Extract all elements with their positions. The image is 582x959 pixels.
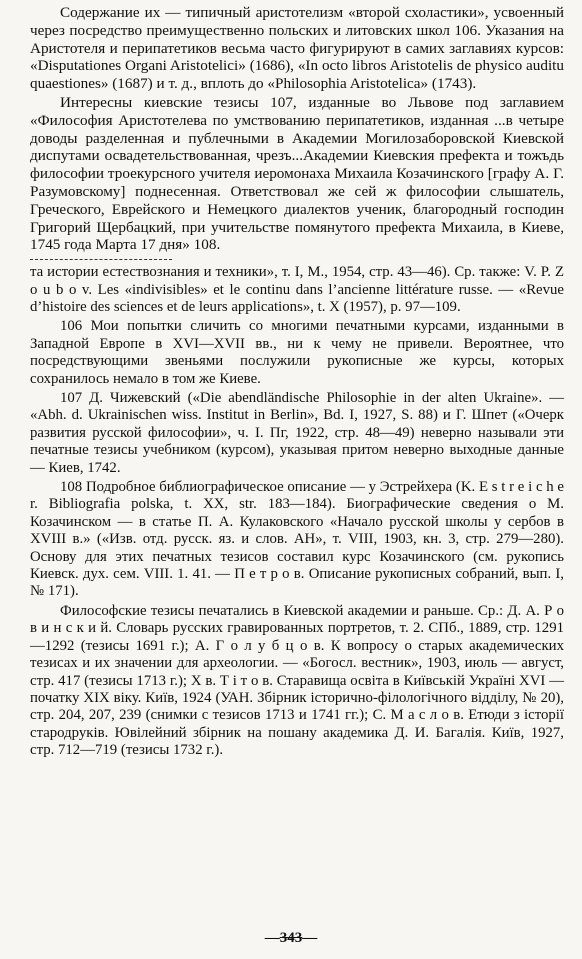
footnote-separator: [30, 259, 172, 260]
footnote-106: 106 Мои попытки сличить со многими печатными курсами, изданными в Западной Европе в XVI—XVII вв., ни к чему не привели. Вероятнее, что посредствующими звеньями послужили рукописные же курсы, которых сохранилось немало в том же Киеве.: [30, 318, 564, 387]
footnote-108: 108 Подробное библиографическое описание — у Эстрейхера (K. E s t r e i c h e r. Bibliografia polska, t. XX, str. 183—184). Биографические сведения о М. Козачинском — в статье П. А. Кулаковского «Начало русской школы у сербов в XVIII в.» («Изв. отд. русск. яз. и слов. АН», т. VIII, 1903, кн. 3, стр. 279—280). Основу для этих печатных тезисов составил курс Козачинского (см. рукопись Киевск. дух. сем. VIII. 1. 41. — П е т р о в. Описание рукописных собраний, вып. I, № 171).: [30, 479, 564, 600]
footnote-continuation: та истории естествознания и техники», т. I, М., 1954, стр. 43—46). Ср. также: V. P. Z o u b o v. Les «indivisibles» et le continu dans l’ancienne littérature russe. — «Revue d’histoire des sciences et de leurs applications», t. X (1957), p. 97—109.: [30, 264, 564, 315]
footnote-108-continued: Философские тезисы печатались в Киевской академии и раньше. Ср.: Д. А. Р о в и н с к и й. Словарь русских гравированных портретов, т. 2. СПб., 1889, стр. 1291—1292 (тезисы 1691 г.); А. Г о л у б ц о в. К вопросу о старых академических тезисах и их значении для археологии. — «Богосл. вестник», 1903, июль — август, стр. 417 (тезисы 1713 г.); Х в. Т і т о в. Старавища освіта в Київській Україні XVI — початку XIX віку. Київ, 1924 (УАН. Збірник історично-філологічного відділу, № 20), стр. 204, 207, 239 (снимки с тезисов 1713 и 1741 гг.); С. М а с л о в. Етюди з історії стародруків. Ювілейний збірник на пошану академика Д. И. Багалія. Київ, 1927, стр. 712—719 (тезисы 1732 г.).: [30, 602, 564, 759]
main-paragraph-2: Интересны киевские тезисы 107, изданные во Львове под заглавием «Философия Аристотелева по умствованию перипатетиков, изданная ...в четыре доводы разделенная и публечными в Академии Могилозаборовской Киевской диспутами освадетельствованная, чрезъ...Академии Киевския префекта и тожъдь философии троекурсного учителя иеромонаха Михаила Козачинского [графу А. Г. Разумовскому] поднесенная. Ответствовал же сей ж философии слышатель, Греческого, Еврейского и Немецкого диалектов ученик, благородный господин Григорий Щербацкий, при учительстве помянутого префекта Михаила, в Киеве, 1745 года Марта 17 дня» 108.: [30, 93, 564, 254]
page-number: —343—: [264, 930, 318, 946]
footnote-107: 107 Д. Чижевский («Die abendländische Philosophie in der alten Ukraine». — «Abh. d. Ukrainischen wiss. Institut in Berlin», Bd. I, 1927, S. 88) и Г. Шпет («Очерк развития русской философии», ч. I. Пг, 1922, стр. 48—49) неверно называли эти печатные тезисы учебником (курсом), указывая притом неверно выходные данные — Киев, 1742.: [30, 390, 564, 476]
main-paragraph-1: Содержание их — типичный аристотелизм «второй схоластики», усвоенный через посредство преимущественно польских и литовских школ 106. Указания на Аристотеля и перипатетиков весьма часто фигурируют в самих заглавиях курсов: «Disputationes Organi Aristotelici» (1686), «In octo libros Aristotelis de physico auditu quaestiones» (1687) и т. д., вплоть до «Philosophia Aristotelica» (1743).: [30, 4, 564, 93]
